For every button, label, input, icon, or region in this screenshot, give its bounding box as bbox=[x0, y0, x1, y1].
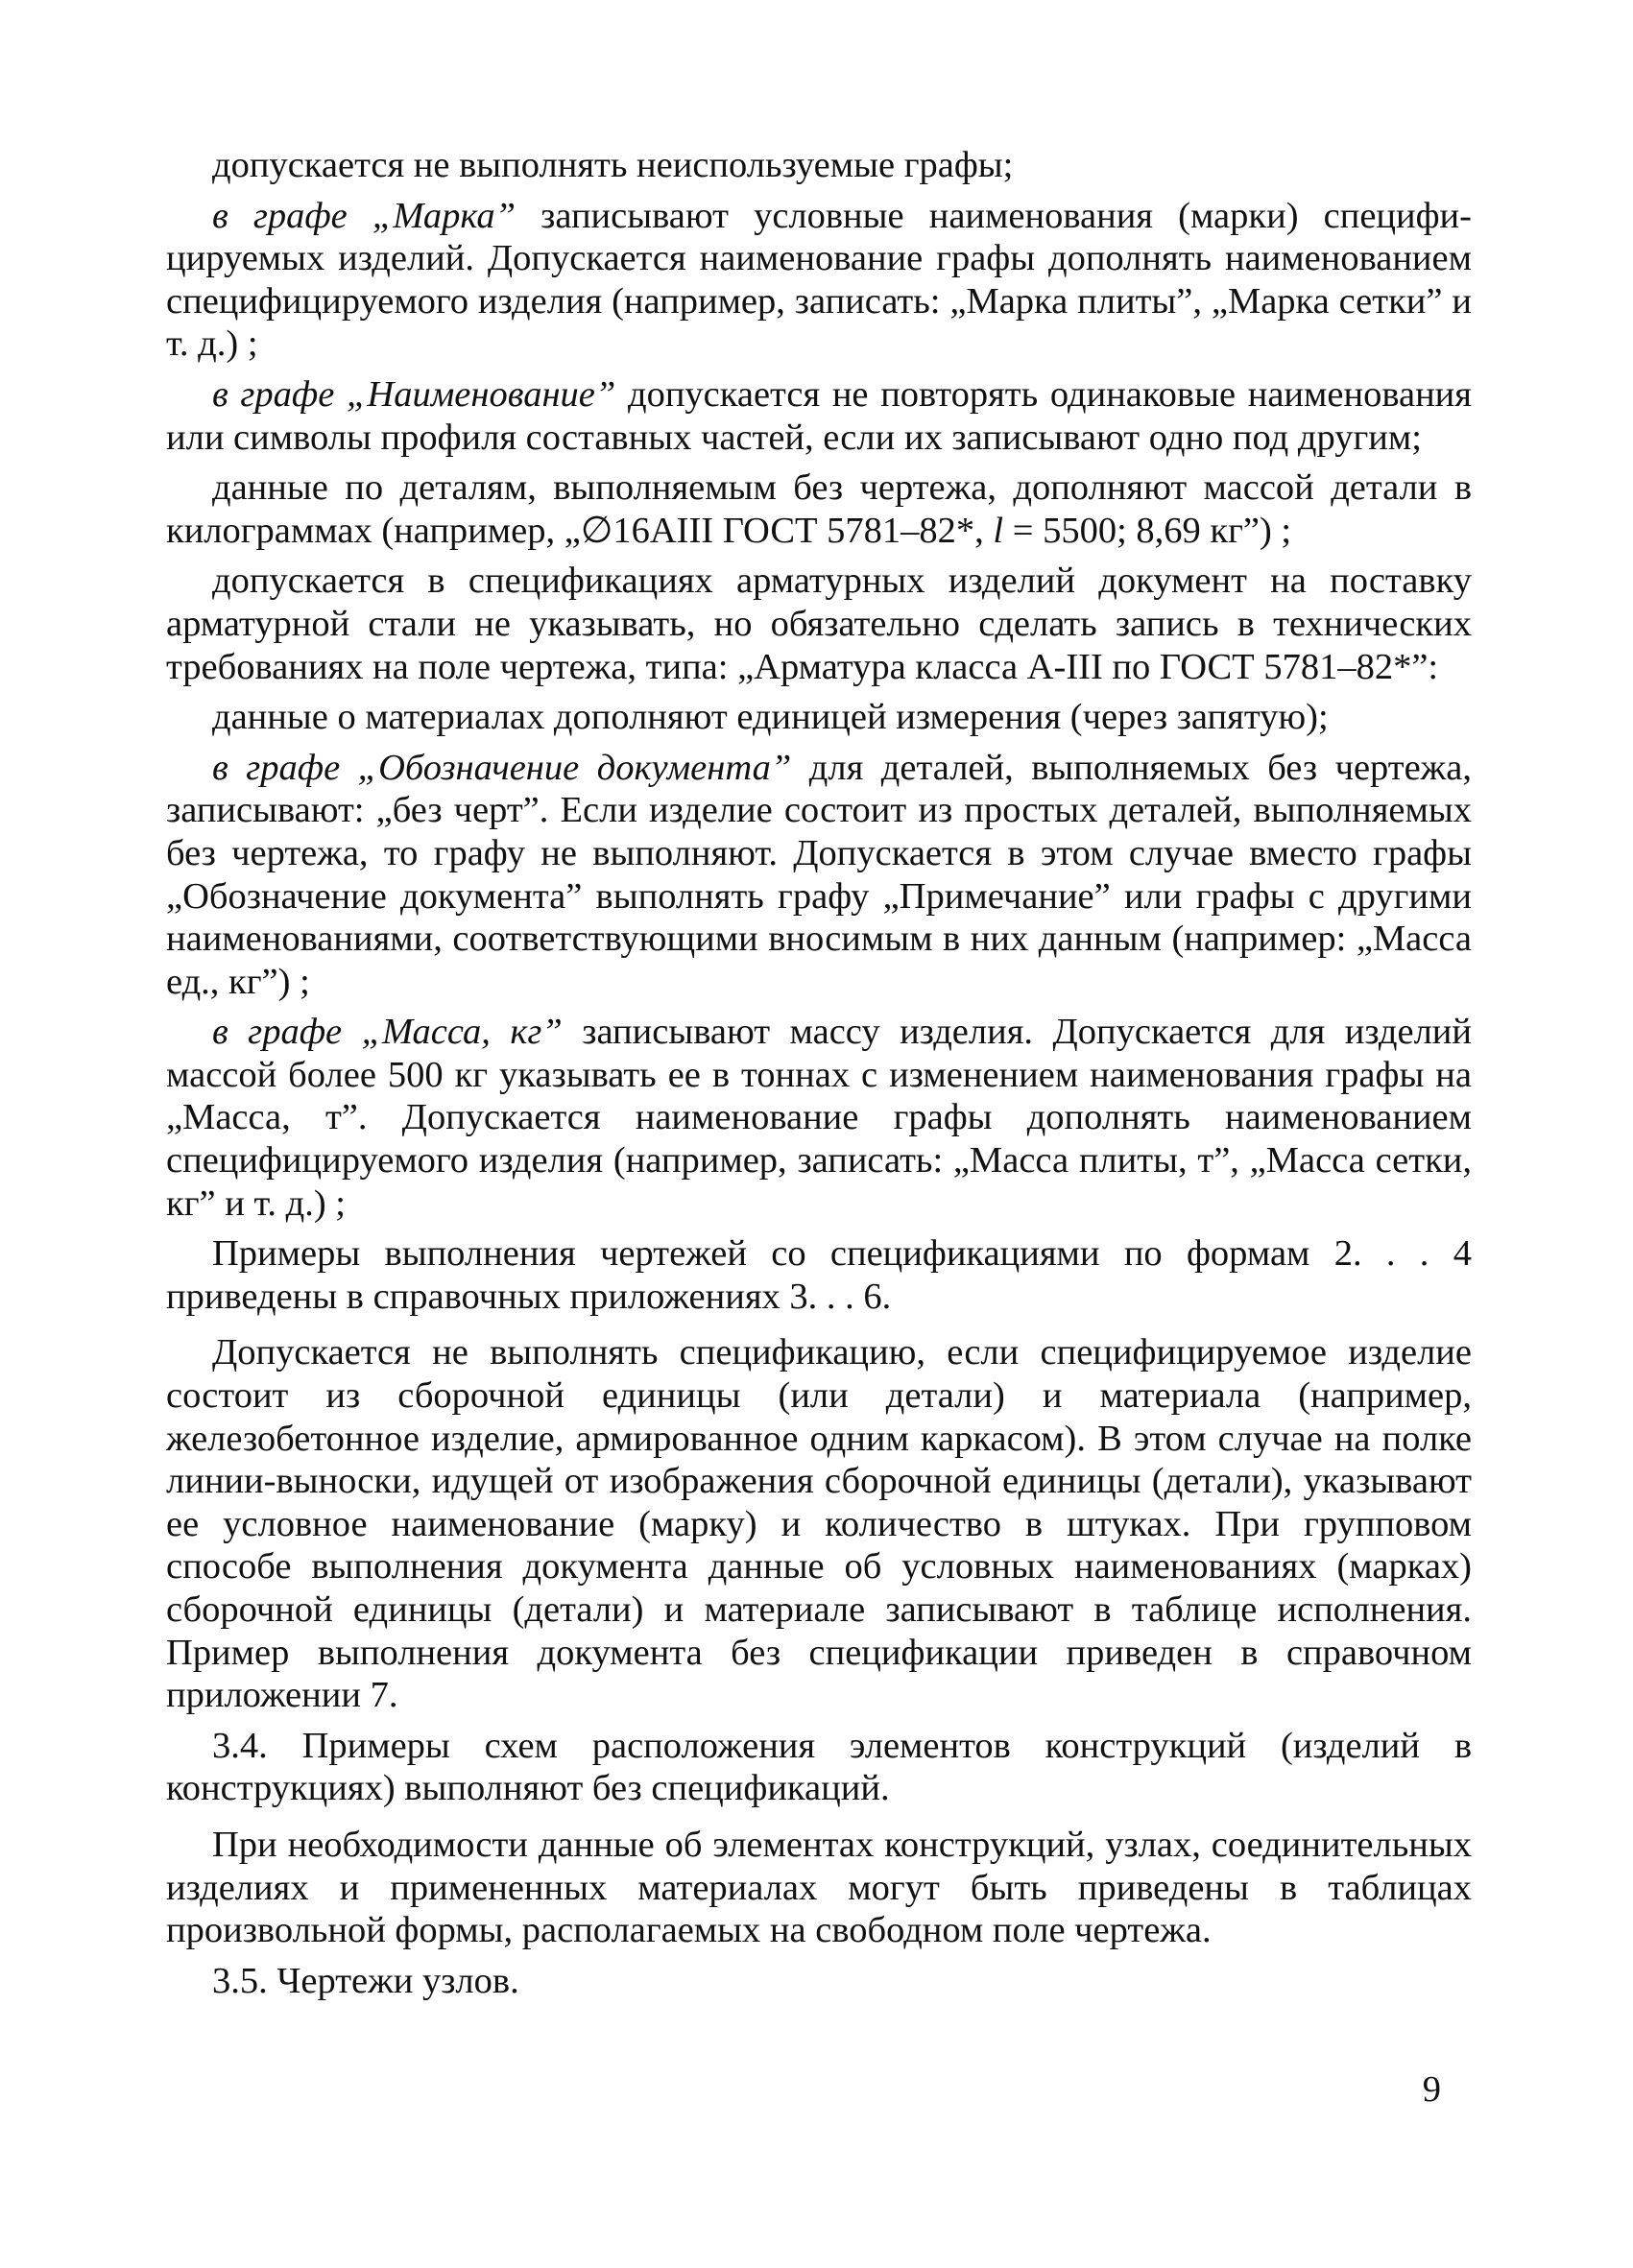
paragraph-text: допускается не выполнять неиспользуемые графы; bbox=[212, 145, 1014, 185]
paragraph-text: данные по деталям, выполняемым без чертежа, дополняют массой детали в килограммах (например, „∅16AIII ГОСТ 5781–82*, bbox=[166, 467, 1472, 551]
page-number: 9 bbox=[1422, 2069, 1441, 2110]
paragraph-text: допускается не повторять одинаковые наименования или символы профиля составных частей, если их записывают одно под другим; bbox=[166, 373, 1472, 458]
paragraph-text: данные о материалах дополняют единицей измерения (через запятую); bbox=[212, 697, 1329, 738]
paragraph-mass-column bbox=[166, 1011, 1472, 1225]
paragraph-text: записывают массу изделия. Допускается для изделий массой более 500 кг указывать ее в тоннах с изменением наименования графы на „Масса, т”. Допускается наименование графы дополнять наименованием специфицируемого изделия (например, записать: „Масса плиты, т”, „Масса сетки, кг” и т. д.) ; bbox=[166, 1012, 1473, 1224]
paragraph-text: При необходимости данные об элементах конструкций, узлах, соединительных изделиях и примененных материалах могут быть приведены в таблицах произвольной формы, располагаемых на свободном поле чертежа. bbox=[166, 1824, 1472, 1951]
paragraph-parts-mass bbox=[166, 466, 1472, 552]
paragraph-text: Допускается не выполнять спецификацию, если специфицируемое изделие состоит из сборочной единицы (или детали) и материала (например, железобетонное изделие, армированное одним каркасом). В этом случае на полке линии-выноски, идущей от изображения сборочной единицы (детали), указывают ее условное наименование (марку) и количество в штуках. При групповом способе выполнения документа данные об условных наименованиях (марках) сборочной единицы (детали) и материале записывают в таблице исполнения. Пример выполнения документа без спецификации приведен в справочном приложении 7. bbox=[166, 1332, 1472, 1716]
paragraph-section-3-4 bbox=[166, 1725, 1472, 1810]
column-name-massa: в графе „Масса, кг” bbox=[212, 1012, 563, 1053]
column-name-oboznachenie: в графе „Обозначение документа” bbox=[212, 747, 792, 788]
paragraph-text: = 5500; 8,69 кг”) ; bbox=[1003, 510, 1292, 551]
paragraph-free-form-tables bbox=[166, 1824, 1472, 1952]
paragraph-marka-column bbox=[166, 195, 1472, 366]
length-symbol: l bbox=[993, 510, 1004, 551]
paragraph-text: 3.5. Чертежи узлов. bbox=[212, 1960, 519, 2001]
paragraph-text: 3.4. Примеры схем расположения элементов конструкций (изделий в конструкциях) выполняют без спецификаций. bbox=[166, 1725, 1472, 1809]
paragraph-reinforcement-steel bbox=[166, 560, 1472, 688]
paragraph-text: записывают условные наименования (марки) специфицируемых изделий. Допускается наименование графы дополнять наименованием специфицируемого изделия (например, записать: „Марка плиты”, „Марка сетки” и т. д.) ; bbox=[166, 195, 1472, 365]
paragraph-examples-forms bbox=[166, 1232, 1472, 1318]
paragraph-document-designation-column bbox=[166, 747, 1472, 1004]
paragraph-materials-units bbox=[166, 696, 1472, 739]
paragraph-no-specification bbox=[166, 1331, 1472, 1716]
paragraph-unused-columns bbox=[166, 144, 1472, 187]
body-text bbox=[166, 144, 1472, 2002]
paragraph-name-column bbox=[166, 373, 1472, 459]
paragraph-text: Примеры выполнения чертежей со спецификациями по формам 2. . . 4 приведены в справочных приложениях 3. . . 6. bbox=[166, 1233, 1472, 1317]
column-name-marka: в графе „Марка” bbox=[212, 195, 516, 236]
paragraph-text: допускается в спецификациях арматурных изделий документ на поставку арматурной стали не указывать, но обязательно сделать запись в технических требованиях на поле чертежа, типа: „Арматура класса A-III по ГОСТ 5781–82*”: bbox=[166, 561, 1472, 687]
paragraph-text: для деталей, выполняемых без чертежа, записывают: „без черт”. Если изделие состоит из простых деталей, выполняемых без чертежа, то графу не выполняют. Допускается в этом случае вместо графы „Обозначение документа” выполнять графу „Примечание” или графы с другими наименованиями, соответствующими вносимым в них данным (например: „Масса ед., кг”) ; bbox=[166, 747, 1472, 1002]
paragraph-section-3-5 bbox=[166, 1960, 1472, 2003]
column-name-naimenovanie: в графе „Наименование” bbox=[212, 373, 616, 415]
